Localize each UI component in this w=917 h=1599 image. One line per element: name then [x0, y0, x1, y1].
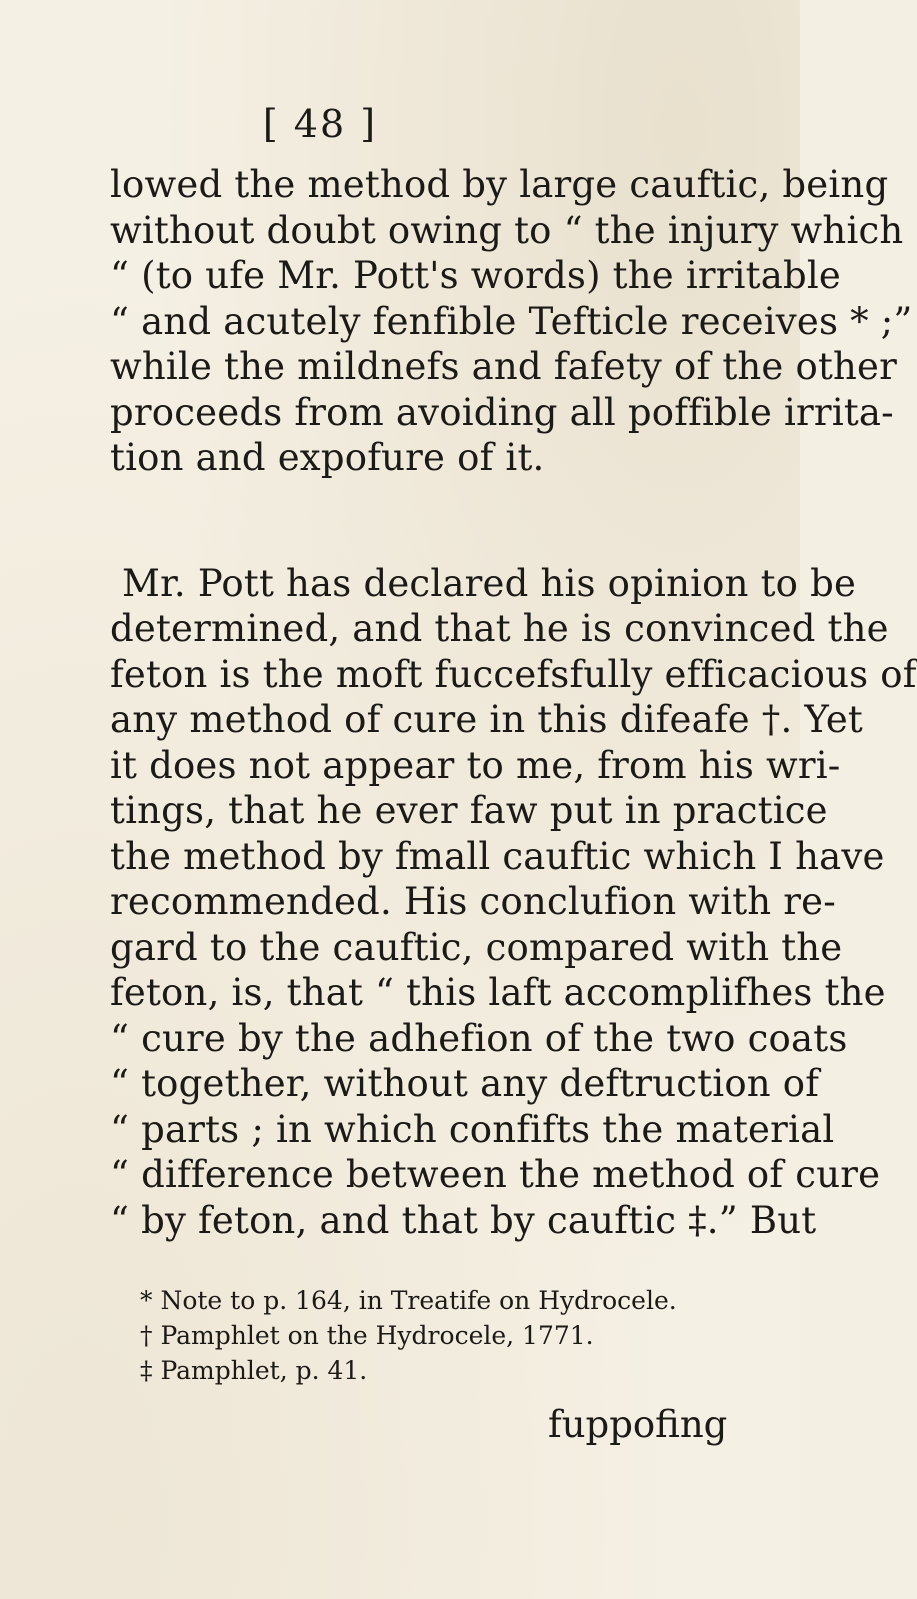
text-line: “ together, without any deftruction of [110, 1062, 820, 1105]
text-line: determined, and that he is convinced the [110, 607, 889, 650]
text-line: “ difference between the method of cure [110, 1153, 881, 1196]
text-line: “ by feton, and that by cauftic ‡.” But [110, 1198, 817, 1242]
page-number: [ 48 ] [262, 102, 378, 146]
text-line: it does not appear to me, from his wri- [110, 743, 841, 787]
text-line: “ (to ufe Mr. Pott's words) the irritable [110, 254, 842, 297]
text-line: lowed the method by large cauftic, being [110, 163, 889, 206]
text-line: feton, is, that “ this laft accomplifhes the [110, 971, 886, 1014]
text-line: “ and acutely fenfible Tefticle receives * ;” [110, 299, 913, 343]
text-line: gard to the cauftic, compared with the [110, 925, 843, 969]
footnote: * Note to p. 164, in Treatife on Hydrocele. [140, 1286, 677, 1315]
text-line: Mr. Pott has declared his opinion to be [122, 561, 857, 605]
text-line: any method of cure in this difeafe †. Yet [110, 698, 864, 741]
paragraph-gap [110, 481, 742, 561]
text-line: “ cure by the adhefion of the two coats [110, 1016, 848, 1060]
paragraph-2 [110, 561, 917, 1244]
page-header [0, 102, 800, 146]
text-line: the method by fmall cauftic which I have [110, 834, 885, 878]
body-text [110, 162, 917, 1243]
paragraph-1 [110, 162, 913, 481]
footnote: ‡ Pamphlet, p. 41. [140, 1356, 368, 1385]
text-line: without doubt owing to “ the injury which [110, 208, 904, 252]
text-line: tings, that he ever faw put in practice [110, 789, 828, 832]
text-line: while the mildnefs and fafety of the other [110, 345, 898, 388]
text-line: tion and expofure of it. [110, 436, 545, 479]
text-line: “ parts ; in which confifts the material [110, 1107, 835, 1151]
text-line: recommended. His conclufion with re- [110, 880, 836, 923]
footnotes [140, 1283, 700, 1388]
text-line: proceeds from avoiding all poffible irrita- [110, 390, 894, 434]
footnote: † Pamphlet on the Hydrocele, 1771. [140, 1321, 594, 1350]
text-line: feton is the moft fuccefsfully efficacious of [110, 652, 917, 696]
catchword: fuppofing [548, 1403, 728, 1446]
